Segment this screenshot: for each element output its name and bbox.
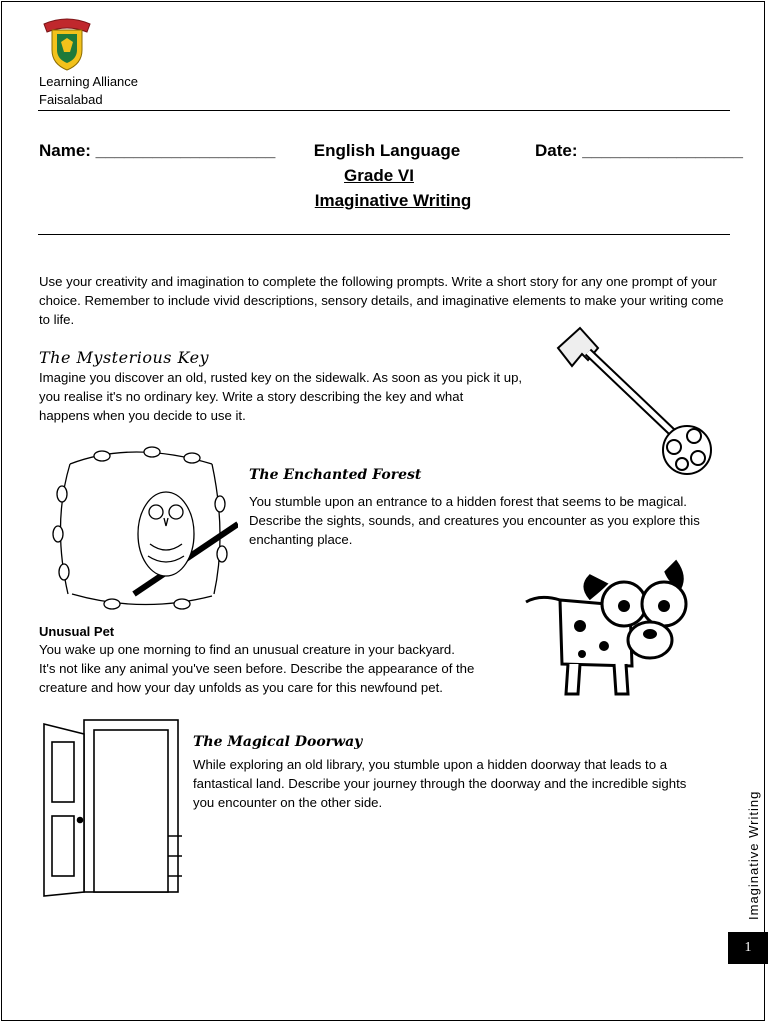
prompt-title-pet: Unusual Pet <box>39 624 115 639</box>
side-topic-label: Imaginative Writing <box>746 790 761 920</box>
prompt-text-forest <box>249 492 700 549</box>
header-divider-top <box>38 110 730 111</box>
prompt-forest-line: enchanting place. <box>249 532 353 547</box>
school-city: Faisalabad <box>39 92 103 107</box>
prompt-key-line: Imagine you discover an old, rusted key on the sidewalk. As soon as you pick it up, <box>39 370 523 385</box>
prompt-doorway-line: you encounter on the other side. <box>193 795 383 810</box>
prompt-title-key: The Mysterious Key <box>39 348 210 367</box>
intro-paragraph: Use your creativity and imagination to complete the following prompts. Write a short story for any one prompt of your choice. Remember to include vivid descriptions, sensory details, and imaginative elements to make your writing come to life. <box>39 274 724 327</box>
prompt-key-line: you realise it's no ordinary key. Write a story describing the key and what <box>39 389 464 404</box>
owl-forest-illustration <box>42 444 238 614</box>
date-field: Date: _________________ <box>535 141 743 160</box>
topic-title: Imaginative Writing <box>314 191 472 210</box>
name-field: Name: ___________________ <box>39 141 276 160</box>
school-name: Learning Alliance <box>39 74 139 89</box>
dog-illustration <box>520 556 700 706</box>
prompt-pet-line: creature and how your day unfolds as you care for this newfound pet. <box>39 680 443 695</box>
grade-title: Grade VI <box>344 166 414 185</box>
doorway-illustration <box>40 716 182 900</box>
prompt-key-line: happens when you decide to use it. <box>39 408 246 423</box>
prompt-pet-line: It's not like any animal you've seen before. Describe the appearance of the <box>39 661 475 676</box>
prompt-title-forest: The Enchanted Forest <box>249 467 422 483</box>
header-divider-bottom <box>38 234 730 235</box>
prompt-pet-line: You wake up one morning to find an unusual creature in your backyard. <box>39 642 455 657</box>
prompt-text-doorway <box>193 755 686 812</box>
prompt-doorway-line: While exploring an old library, you stumble upon a hidden doorway that leads to a <box>193 757 668 772</box>
prompt-forest-line: Describe the sights, sounds, and creatures you encounter as you explore this <box>249 513 700 528</box>
prompt-text-key <box>39 368 522 425</box>
subject-title: English Language <box>313 141 461 160</box>
prompt-forest-line: You stumble upon an entrance to a hidden forest that seems to be magical. <box>249 494 687 509</box>
page-number: 1 <box>728 932 768 964</box>
prompt-title-doorway: The Magical Doorway <box>193 734 363 750</box>
key-illustration <box>552 322 720 482</box>
prompt-text-pet <box>39 640 474 697</box>
school-logo <box>40 16 94 72</box>
prompt-doorway-line: fantastical land. Describe your journey through the doorway and the incredible sights <box>193 776 687 791</box>
